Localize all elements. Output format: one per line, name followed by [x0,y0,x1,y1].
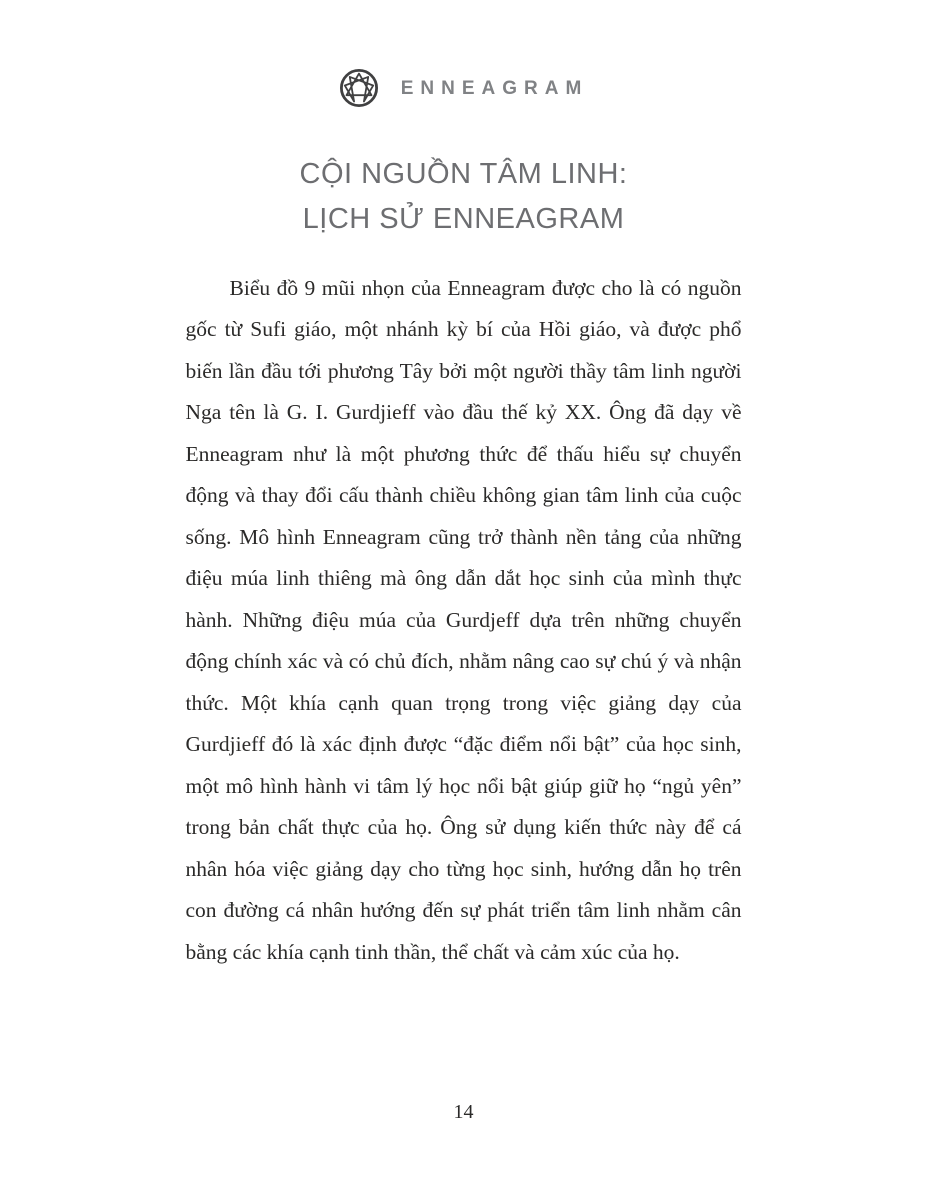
chapter-title-line2: LỊCH SỬ ENNEAGRAM [302,202,625,235]
page-number: 14 [453,1101,474,1123]
body-text [186,268,742,973]
brand-header [0,0,927,108]
paragraph: Biểu đồ 9 mũi nhọn của Enneagram được cho là có nguồn gốc từ Sufi giáo, một nhánh kỳ bí của Hồi giáo, và được phổ biến lần đầu tới phương Tây bởi một người thầy tâm linh người Nga tên là G. I. Gurdjieff vào đầu thế kỷ XX. Ông đã dạy về Enneagram như là một phương thức để thấu hiểu sự chuyển động và thay đổi cấu thành chiều không gian tâm linh của cuộc sống. Mô hình Enneagram cũng trở thành nền tảng của những điệu múa linh thiêng mà ông dẫn dắt học sinh của mình thực hành. Những điệu múa của Gurdjeff dựa trên những chuyển động chính xác và có chủ đích, nhằm nâng cao sự chú ý và nhận thức. Một khía cạnh quan trọng trong việc giảng dạy của Gurdjieff đó là xác định được “đặc điểm nổi bật” của học sinh, một mô hình hành vi tâm lý học nổi bật giúp giữ họ “ngủ yên” trong bản chất thực của họ. Ông sử dụng kiến thức này để cá nhân hóa việc giảng dạy cho từng học sinh, hướng dẫn họ trên con đường cá nhân hướng đến sự phát triển tâm linh nhằm cân bằng các khía cạnh tinh thần, thể chất và cảm xúc của họ. [185,275,742,964]
brand-name: ENNEAGRAM [400,78,589,99]
chapter-title-line1: CỘI NGUỒN TÂM LINH: [299,158,628,190]
chapter-title [0,152,927,242]
enneagram-symbol-icon [339,68,379,108]
